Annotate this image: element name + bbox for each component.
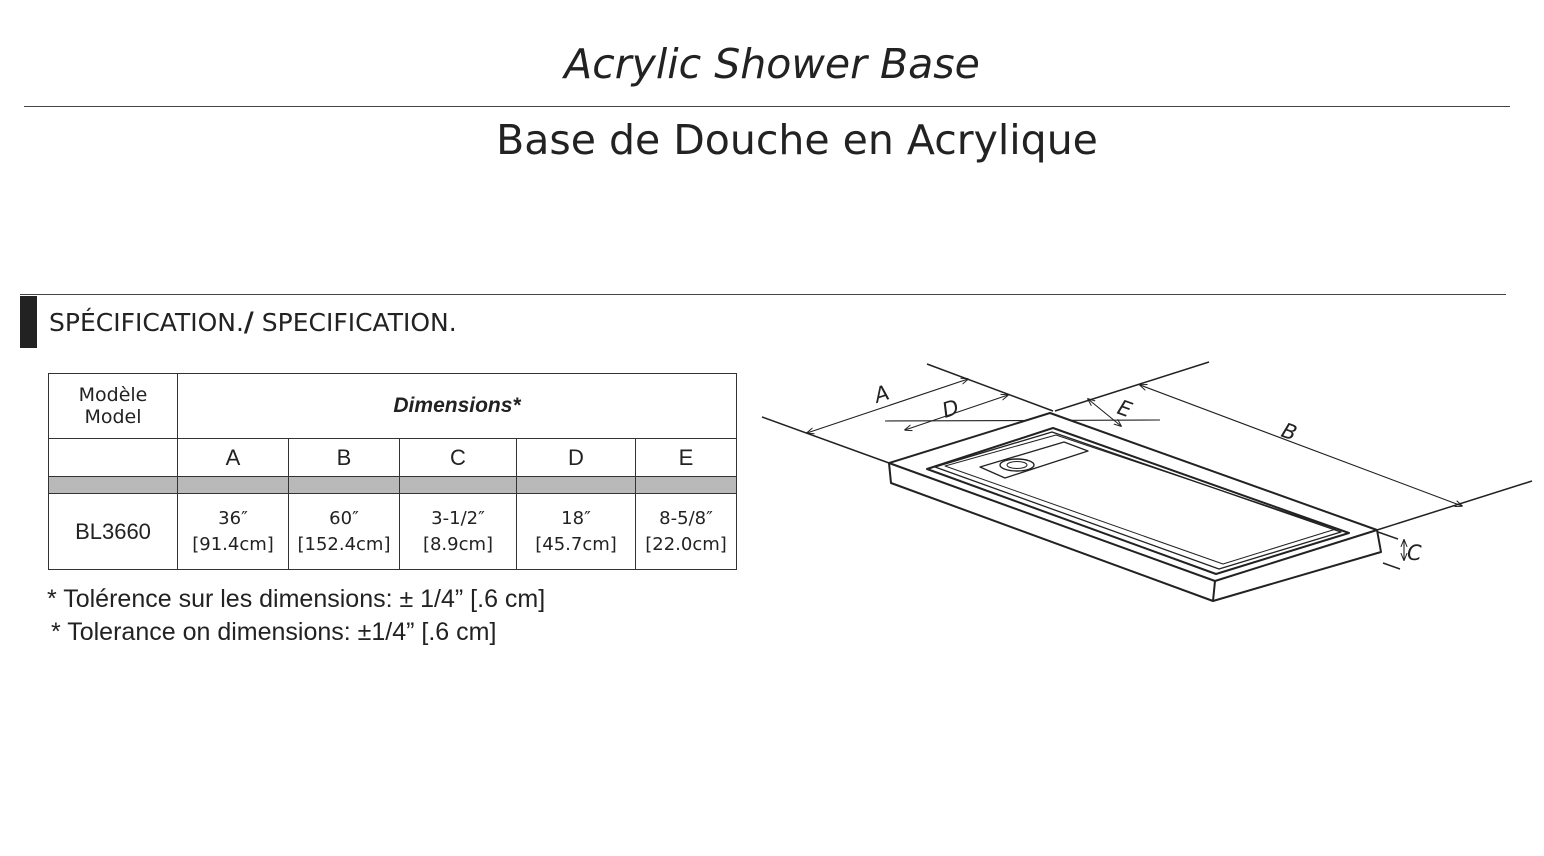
section-heading-fr: SPÉCIFICATION. (49, 308, 244, 337)
section-heading-en: SPECIFICATION. (261, 308, 457, 337)
section-heading-separator: / (243, 307, 254, 338)
column-header-e: E (636, 439, 737, 477)
column-header-b: B (289, 439, 400, 477)
value-imperial: 36″ (218, 507, 248, 529)
value-imperial: 8-5/8″ (659, 507, 713, 529)
label-d: D (939, 394, 962, 423)
value-imperial: 60″ (329, 507, 359, 529)
label-e: E (1114, 395, 1135, 423)
value-imperial: 3-1/2″ (431, 507, 485, 529)
model-cell: BL3660 (49, 494, 178, 570)
model-header-en: Model (84, 406, 142, 428)
value-metric: [45.7cm] (535, 533, 617, 555)
column-header-a: A (178, 439, 289, 477)
column-header-d: D (517, 439, 636, 477)
value-metric: [22.0cm] (645, 533, 727, 555)
tolerance-note-en: * Tolerance on dimensions: ±1/4” [.6 cm] (51, 618, 497, 646)
shower-base-body (889, 413, 1381, 601)
value-imperial: 18″ (561, 507, 591, 529)
value-metric: [91.4cm] (192, 533, 274, 555)
title-english: Acrylic Shower Base (564, 40, 980, 88)
value-metric: [8.9cm] (422, 533, 494, 555)
label-c: C (1407, 541, 1422, 565)
value-metric: [152.4cm] (297, 533, 391, 555)
dimensions-header: Dimensions* (178, 374, 737, 439)
column-header-c: C (400, 439, 517, 477)
label-a: A (871, 380, 893, 408)
tolerance-note-fr: * Tolérence sur les dimensions: ± 1/4” [.6 cm] (47, 585, 546, 613)
model-header-fr: Modèle (78, 384, 148, 406)
title-french: Base de Douche en Acrylique (496, 116, 1098, 164)
label-b: B (1278, 418, 1301, 446)
